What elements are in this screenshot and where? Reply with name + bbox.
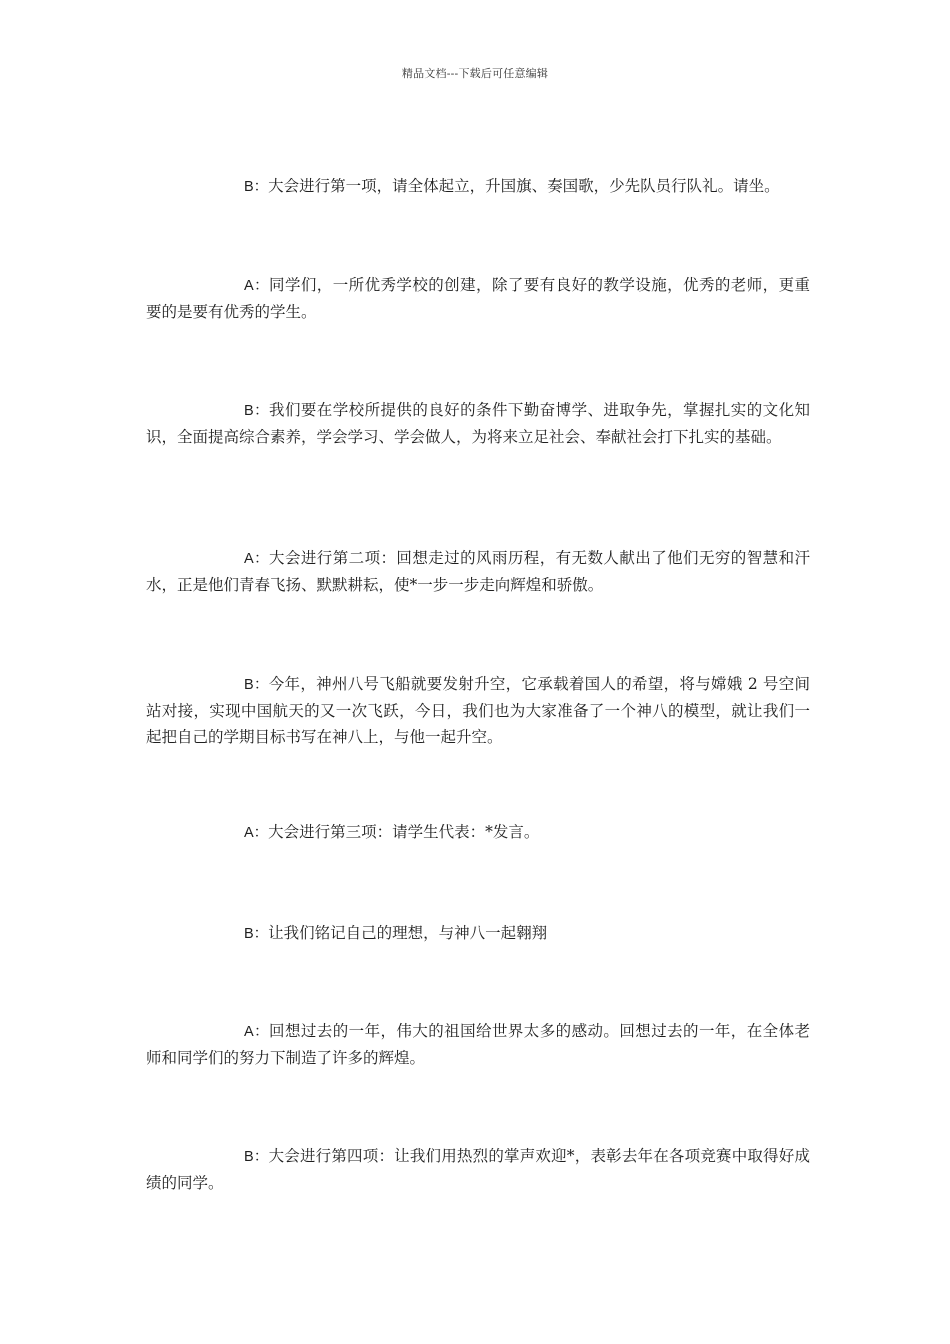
- paragraph-4: [146, 545, 810, 598]
- paragraph-text: 今年，神州八号飞船就要发射升空，它承载着国人的希望，将与嫦娥 2 号空间站对接，实现中国航天的又一次飞跃，今日，我们也为大家准备了一个神八的模型，就让我们一起把自己的学期目标书写在神八上，与他一起升空。: [146, 675, 811, 746]
- speaker-label: A：: [244, 825, 269, 841]
- speaker-label: B：: [244, 677, 269, 693]
- paragraph-text: 大会进行第二项：回想走过的风雨历程，有无数人献出了他们无穷的智慧和汗水，正是他们青春飞扬、默默耕耘，使*一步一步走向辉煌和骄傲。: [146, 549, 810, 594]
- paragraph-text: 让我们铭记自己的理想，与神八一起翱翔: [268, 924, 548, 942]
- paragraph-6: [146, 819, 810, 846]
- speaker-label: B：: [244, 1149, 269, 1165]
- page-header: 精品文档---下载后可任意编辑: [401, 67, 549, 80]
- speaker-label: B：: [244, 179, 269, 195]
- speaker-label: A：: [244, 551, 270, 567]
- paragraph-text: 回想过去的一年，伟大的祖国给世界太多的感动。回想过去的一年，在全体老师和同学们的努力下制造了许多的辉煌。: [146, 1022, 810, 1067]
- paragraph-3: [146, 397, 810, 450]
- paragraph-text: 我们要在学校所提供的良好的条件下勤奋博学、进取争先，掌握扎实的文化知识，全面提高综合素养，学会学习、学会做人，为将来立足社会、奉献社会打下扎实的基础。: [146, 401, 810, 446]
- paragraph-text: 大会进行第四项：让我们用热烈的掌声欢迎*，表彰去年在各项竞赛中取得好成绩的同学。: [146, 1147, 811, 1192]
- paragraph-text: 大会进行第三项：请学生代表：*发言。: [268, 823, 540, 841]
- paragraph-text: 同学们，一所优秀学校的创建，除了要有良好的教学设施，优秀的老师，更重要的是要有优秀的学生。: [146, 276, 810, 321]
- paragraph-7: [146, 920, 810, 947]
- paragraph-text: 大会进行第一项，请全体起立，升国旗、奏国歌，少先队员行队礼。请坐。: [268, 177, 780, 195]
- speaker-label: A：: [244, 1024, 270, 1040]
- paragraph-2: [146, 272, 810, 325]
- paragraph-1: [146, 173, 810, 200]
- speaker-label: A：: [244, 278, 270, 294]
- speaker-label: B：: [244, 926, 269, 942]
- paragraph-8: [146, 1018, 810, 1071]
- paragraph-9: [146, 1143, 810, 1196]
- speaker-label: B：: [244, 403, 270, 419]
- paragraph-5: [146, 671, 810, 750]
